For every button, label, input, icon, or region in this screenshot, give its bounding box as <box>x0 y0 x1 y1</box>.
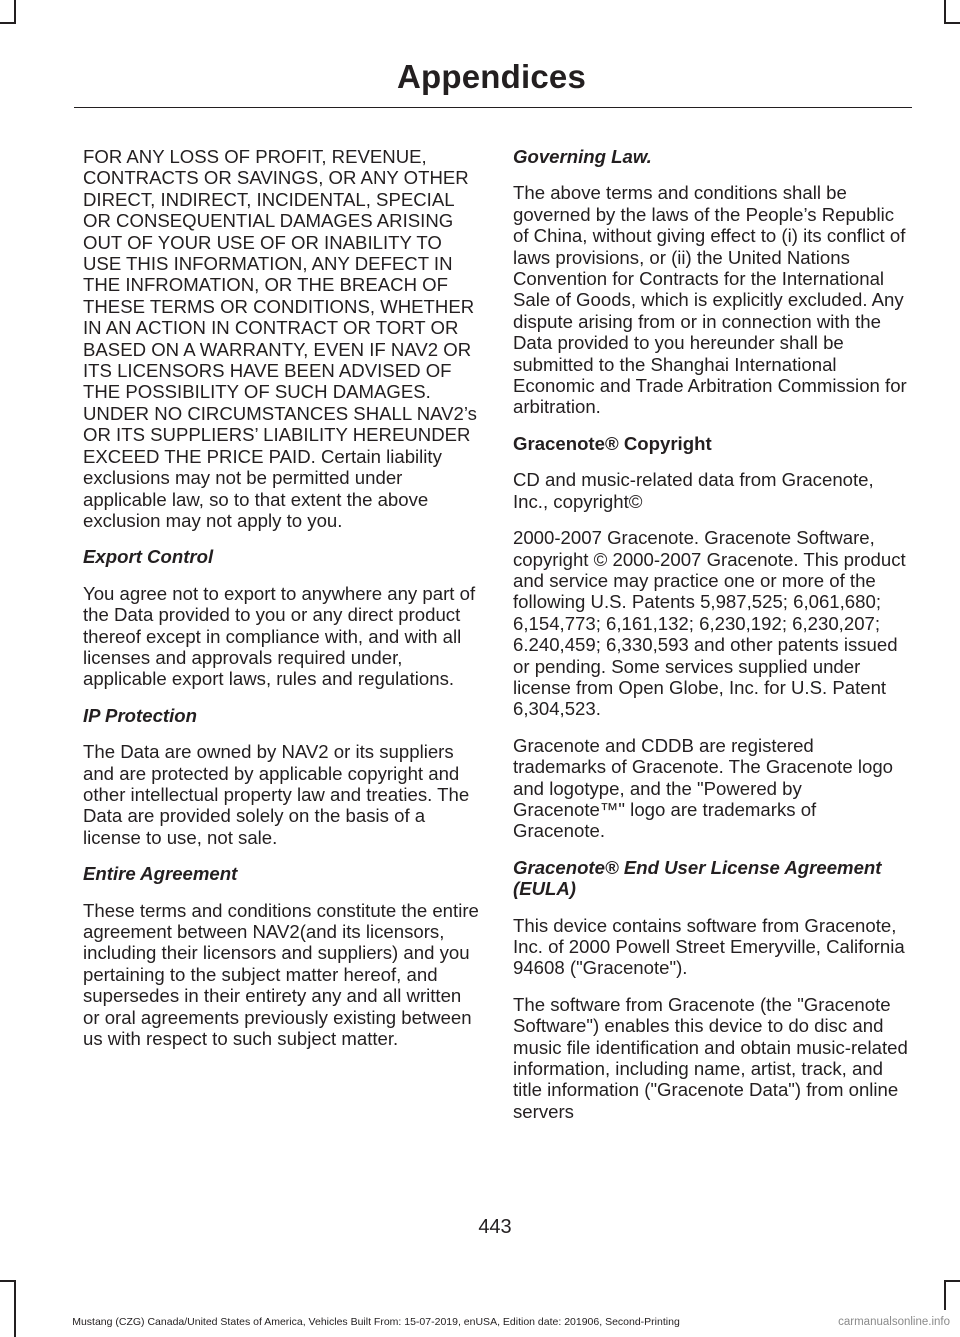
footer-edition-info: Mustang (CZG) Canada/United States of America, Vehicles Built From: 15-07-2019, enUSA, Edition date: 201906, Second-Printing <box>72 1316 680 1328</box>
ip-protection-heading: IP Protection <box>83 704 197 726</box>
entire-agreement-heading: Entire Agreement <box>83 863 238 885</box>
device-software-paragraph: This device contains software from Gracenote, Inc. of 2000 Powell Street Emeryville, California 94608 ("Gracenote"). <box>513 914 905 979</box>
trademarks-paragraph: Gracenote and CDDB are registered trademarks of Gracenote. The Gracenote logo and logotype, and the "Powered by Gracenote™" logo are trademarks of Gracenote. <box>513 734 894 842</box>
header-divider <box>74 107 912 108</box>
liability-paragraph: FOR ANY LOSS OF PROFIT, REVENUE, CONTRACTS OR SAVINGS, OR ANY OTHER DIRECT, INDIRECT, INCIDENTAL, SPECIAL OR CONSEQUENTIAL DAMAGES ARISING OUT OF YOUR USE OF OR INABILITY TO USE THIS INFORMATION, ANY DEFECT IN THE INFROMATION, OR THE BREACH OF THESE TERMS OR CONDITIONS, WHETHER IN AN ACTION IN CONTRACT OR TORT OR BASED ON A WARRANTY, EVEN IF NAV2 OR ITS LICENSORS HAVE BEEN ADVISED OF THE POSSIBILITY OF SUCH DAMAGES. UNDER NO CIRCUMSTANCES SHALL NAV2’s OR ITS SUPPLIERS’ LIABILITY HEREUNDER EXCEED THE PRICE PAID. Certain liability exclusions may not be permitted under applicable law, so to that extent the above exclusion may not apply to you. <box>83 146 477 531</box>
export-control-paragraph: You agree not to export to anywhere any part of the Data provided to you or any direct product thereof except in compliance with, and with all licenses and approvals required under, applicable export laws, rules and regulations. <box>83 582 476 690</box>
page-title: Appendices <box>396 58 586 95</box>
crop-mark-top-left-horizontal <box>0 22 16 24</box>
crop-mark-bottom-right <box>944 1280 946 1310</box>
gracenote-software-paragraph: The software from Gracenote (the "Gracenote Software") enables this device to do disc and music file identification and obtain music-related information, including name, artist, track, and title information ("Gracenote Data") from online servers <box>513 993 908 1122</box>
crop-mark-bottom-right-horizontal <box>944 1280 960 1282</box>
crop-mark-bottom-left-horizontal <box>0 1280 16 1282</box>
cd-data-paragraph: CD and music-related data from Gracenote, Inc., copyright© <box>513 469 874 512</box>
gracenote-copyright-heading: Gracenote® Copyright <box>513 432 712 454</box>
ip-protection-paragraph: The Data are owned by NAV2 or its suppliers and are protected by applicable copyright and other intellectual property law and treaties. The Data are provided solely on the basis of a license to use, not sale. <box>83 741 470 848</box>
crop-mark-top-right-horizontal <box>944 22 960 24</box>
watermark: carmanualsonline.info <box>838 1316 950 1328</box>
page-number: 443 <box>478 1216 512 1238</box>
entire-agreement-paragraph: These terms and conditions constitute the entire agreement between NAV2(and its licensors, including their licensors and suppliers) and you pertaining to the subject matter hereof, and supersedes in their entirety any and all written or oral agreements previously existing between us with respect to such subject matter. <box>83 899 479 1050</box>
export-control-heading: Export Control <box>83 546 214 568</box>
crop-mark-top-left <box>14 0 16 24</box>
left-column <box>83 146 481 1064</box>
right-column <box>513 146 911 1137</box>
crop-mark-bottom-left <box>14 1280 16 1337</box>
patents-paragraph: 2000-2007 Gracenote. Gracenote Software, copyright © 2000-2007 Gracenote. This product and service may practice one or more of the following U.S. Patents 5,987,525; 6,061,680; 6,154,773; 6,161,132; 6,230,192; 6,230,207; 6.240,459; 6,330,593 and other patents issued or pending. Some services supplied under license from Open Globe, Inc. for U.S. Patent 6,304,523. <box>513 527 906 720</box>
gracenote-eula-heading: Gracenote® End User License Agreement (EULA) <box>513 856 882 900</box>
governing-law-heading: Governing Law. <box>513 146 652 167</box>
crop-mark-top-right <box>944 0 946 24</box>
governing-law-paragraph: The above terms and conditions shall be governed by the laws of the People’s Republic of China, without giving effect to (i) its conflict of laws provisions, or (ii) the United Nations Convention for Contracts for the International Sale of Goods, which is explicitly excluded. Any dispute arising from or in connection with the Data provided to you hereunder shall be submitted to the Shanghai International Economic and Trade Arbitration Commission for arbitration. <box>513 182 907 418</box>
